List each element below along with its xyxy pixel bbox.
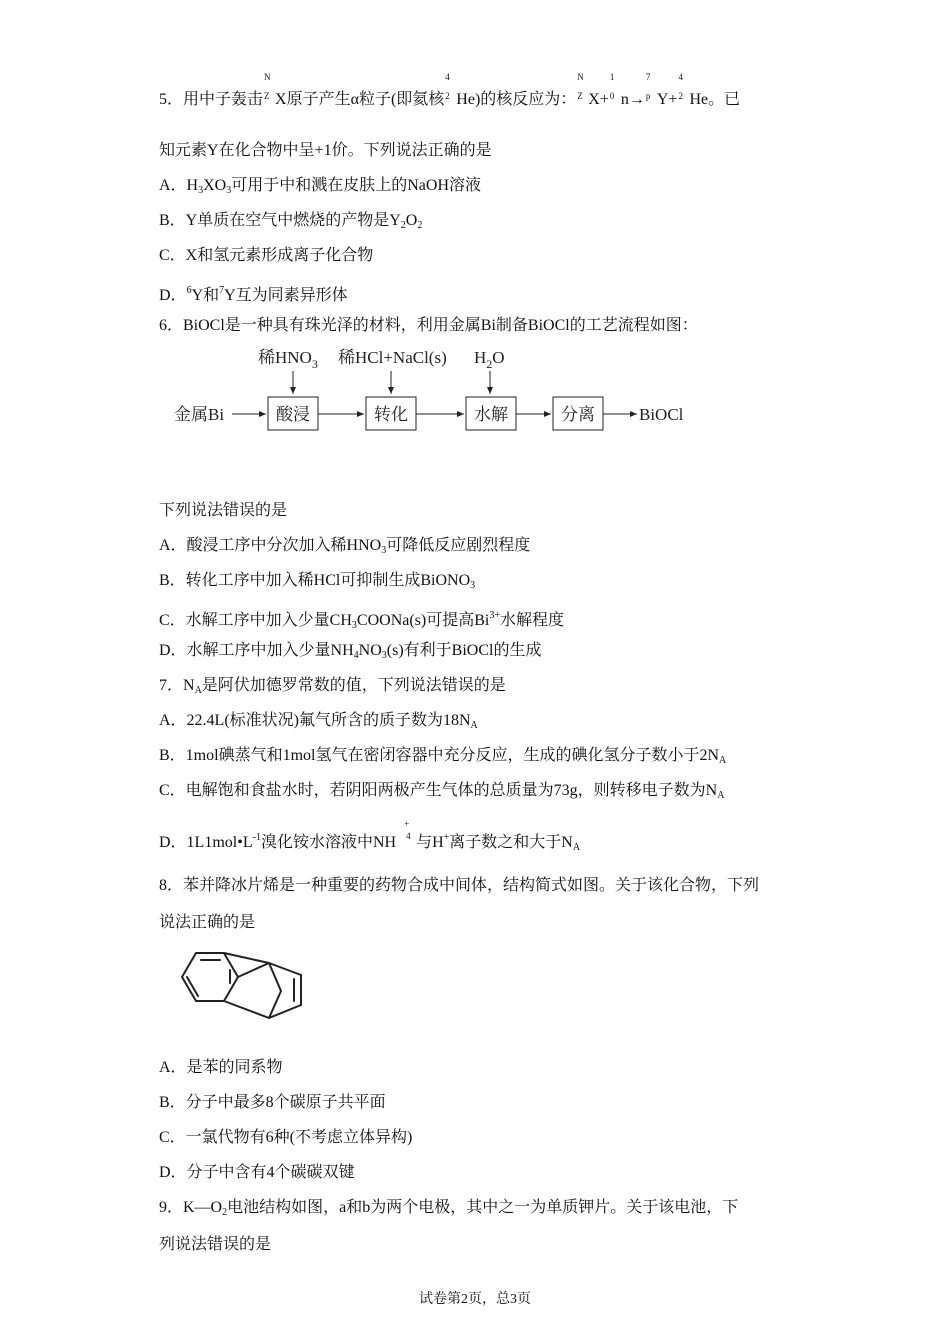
superscript: +: [443, 832, 450, 843]
ammonium-charge: [396, 819, 416, 848]
superscript: 6: [186, 285, 192, 296]
flow-start-label: 金属Bi: [174, 405, 225, 424]
subscript: A: [470, 720, 478, 731]
text: H: [474, 348, 487, 367]
text: D．水解工序中加入少量NH: [159, 642, 354, 659]
text: A．H: [159, 177, 199, 194]
subscript: A: [719, 755, 727, 766]
bridge-bond-top-2: [224, 953, 269, 963]
text: B．1mol碘蒸气和1mol氢气在密闭容器中充分反应，生成的碘化氢分子数小于2N: [159, 747, 720, 764]
flow-input-hcl-nacl: 稀HCl+NaCl(s): [338, 348, 447, 367]
atomic-number: p: [645, 91, 651, 101]
flow-box-convert-label: 转化: [374, 405, 408, 424]
flow-end-label: BiOCl: [639, 405, 684, 424]
q8-stem-line2: 说法正确的是: [159, 914, 256, 931]
mass-number: 1: [609, 72, 615, 82]
mass-number: N: [264, 72, 271, 82]
nuclide-He: [444, 72, 456, 110]
atomic-number: Z: [577, 91, 583, 101]
text: 稀HNO: [258, 348, 312, 367]
text: A．22.4L(标准状况)氟气所含的质子数为18N: [159, 712, 471, 729]
q6-ask: 下列说法错误的是: [159, 502, 288, 519]
mass-number: 7: [645, 72, 651, 82]
q5-stem-line1: [159, 72, 741, 110]
q7-option-a: [159, 711, 478, 736]
nuclide-X: [263, 72, 275, 110]
flow-box-hydrolysis-label: 水解: [474, 405, 508, 424]
q8-stem-line1: 8．苯并降冰片烯是一种重要的药物合成中间体，结构简式如图。关于该化合物，下列: [159, 877, 760, 894]
nuclide-He2: [677, 72, 689, 110]
q7-option-b: [159, 746, 726, 771]
subscript: 3: [198, 185, 204, 196]
subscript: 3: [470, 580, 476, 591]
q5-option-b: [159, 211, 422, 236]
subscript: 2: [486, 357, 493, 371]
flow-input-h2o: [474, 348, 505, 371]
superscript: -1: [252, 832, 261, 843]
mass-number: N: [577, 72, 584, 82]
q7-option-d: [159, 819, 581, 858]
q6-option-d: [159, 641, 541, 666]
text: 9．K—O: [159, 1199, 223, 1216]
subscript: 3: [351, 620, 357, 631]
nuclide-Y: [645, 72, 657, 110]
text: D．1L1mol•L: [159, 834, 253, 851]
q6-option-a: [159, 536, 530, 561]
atomic-number: 2: [678, 91, 683, 101]
q9-stem-line2: 列说法错误的是: [159, 1236, 272, 1253]
bridge-bond-bottom: [224, 1001, 269, 1018]
q7-stem: [159, 676, 506, 701]
mass-number: 4: [445, 72, 450, 82]
text: 是阿伏加德罗常数的值，下列说法错误的是: [201, 677, 506, 694]
q7-option-c: [159, 781, 724, 806]
text: X原子产生α粒子(即氦核: [275, 91, 445, 108]
q8-option-d: D．分子中含有4个碳碳双键: [159, 1164, 355, 1181]
text: NO: [358, 642, 382, 659]
text: XO: [203, 177, 227, 194]
text: X+: [588, 91, 609, 108]
mass-number: 4: [678, 72, 683, 82]
subscript: 3: [311, 357, 318, 371]
text: O: [492, 348, 505, 367]
subscript: 2: [417, 220, 423, 231]
text: Y+: [656, 91, 678, 108]
text: 可降低反应剧烈程度: [386, 537, 531, 554]
q8-option-b: B．分子中最多8个碳原子共平面: [159, 1094, 386, 1111]
q8-benzonorbornene-structure: [175, 943, 315, 1038]
page-footer: 试卷第2页，总3页: [419, 1292, 531, 1307]
subscript: 2: [222, 1207, 228, 1218]
subscript: A: [717, 790, 725, 801]
q6-stem: 6．BiOCl是一种具有珠光泽的材料，利用金属Bi制备BiOCl的工艺流程如图：: [159, 317, 698, 334]
text: 7．N: [159, 677, 195, 694]
subscript: 3: [381, 650, 387, 661]
text: n→: [620, 91, 645, 108]
superscript: +: [404, 819, 410, 829]
subscript: 2: [400, 220, 406, 231]
q5-stem-line2: 知元素Y在化合物中呈+1价。下列说法正确的是: [159, 142, 492, 159]
text: D．: [159, 287, 187, 304]
subscript: 3: [226, 185, 232, 196]
text: B．Y单质在空气中燃烧的产物是Y: [159, 212, 401, 229]
text: Y互为同素异形体: [224, 287, 348, 304]
text: C．水解工序中加入少量CH: [159, 612, 352, 629]
subscript: A: [194, 685, 202, 696]
text: COONa(s)可提高Bi: [356, 612, 490, 629]
q9-stem-line1: [159, 1198, 738, 1223]
flow-box-acid-leach-label: 酸浸: [276, 405, 310, 424]
text: A．酸浸工序中分次加入稀HNO: [159, 537, 382, 554]
atomic-number: Z: [264, 91, 270, 101]
nuclide-X2: [576, 72, 588, 110]
atomic-number: 0: [609, 91, 615, 101]
text: 溴化铵水溶液中NH: [260, 834, 397, 851]
flow-input-hno3: [258, 348, 318, 371]
nuclide-n: [609, 72, 621, 110]
q5-option-d: [159, 281, 348, 306]
q8-option-c: C．一氯代物有6种(不考虑立体异构): [159, 1129, 413, 1146]
q5-option-c: C．X和氢元素形成离子化合物: [159, 247, 374, 264]
q6-option-b: [159, 571, 475, 596]
q6-option-c: [159, 606, 564, 636]
text: 电池结构如图，a和b为两个电极，其中之一为单质钾片。关于该电池，下: [227, 1199, 739, 1216]
text: O: [405, 212, 418, 229]
atomic-number: 2: [445, 91, 450, 101]
text: 5．用中子轰击: [159, 91, 264, 108]
q8-option-a: A．是苯的同系物: [159, 1059, 283, 1076]
text: He。已: [689, 91, 741, 108]
subscript: A: [572, 842, 581, 853]
flow-box-separate-label: 分离: [561, 405, 595, 424]
bridge-bond-top: [238, 963, 269, 977]
text: He)的核反应为：: [456, 91, 577, 108]
text: Y和: [191, 287, 220, 304]
text: 与H: [416, 834, 444, 851]
q5-option-a: [159, 176, 481, 201]
subscript: 4: [353, 650, 359, 661]
text: C．电解饱和食盐水时，若阴阳两极产生气体的总质量为73g，则转移电子数为N: [159, 782, 718, 799]
subscript: 4: [406, 831, 411, 841]
text: 可用于中和溅在皮肤上的NaOH溶液: [231, 177, 482, 194]
subscript: 3: [381, 545, 387, 556]
text: (s)有利于BiOCl的生成: [386, 642, 542, 659]
text: 离子数之和大于N: [449, 834, 573, 851]
q6-process-flow-diagram: [170, 343, 710, 443]
superscript: 7: [219, 285, 225, 296]
text: B．转化工序中加入稀HCl可抑制生成BiONO: [159, 572, 471, 589]
superscript: 3+: [489, 610, 500, 621]
text: 水解程度: [500, 612, 565, 629]
